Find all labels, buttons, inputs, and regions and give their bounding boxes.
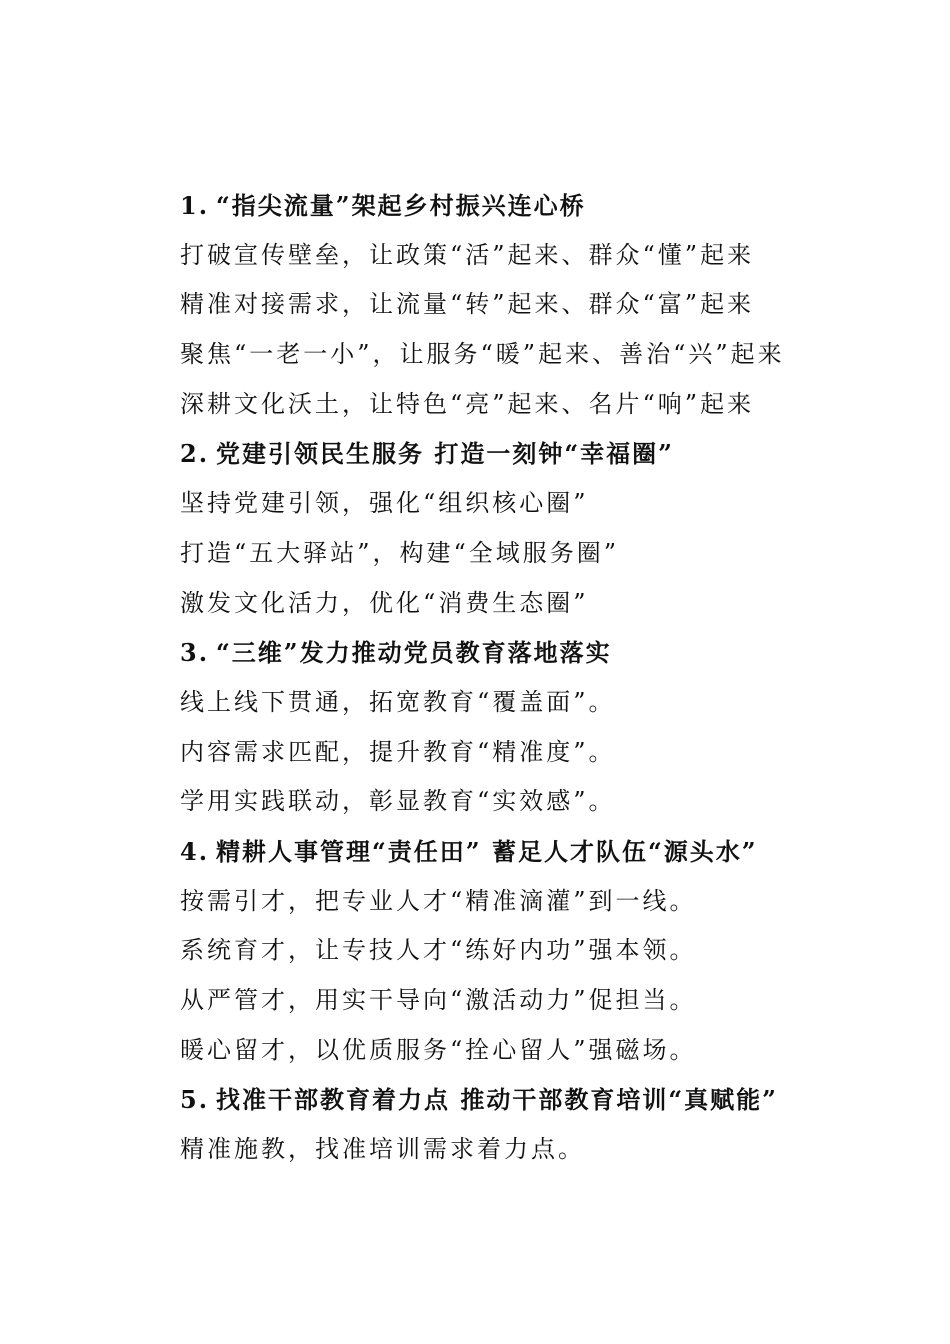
section-title: “三维”发力推动党员教育落地落实 bbox=[216, 638, 612, 668]
section-heading-4 bbox=[180, 827, 880, 877]
section-item: 坚持党建引领，强化“组织核心圈” bbox=[180, 489, 589, 518]
section-item: 按需引才，把专业人才“精准滴灌”到一线。 bbox=[180, 886, 697, 915]
section-item: 打造“五大驿站”，构建“全域服务圈” bbox=[180, 538, 620, 567]
section-number: 4. bbox=[180, 836, 210, 866]
section-item: 内容需求匹配，提升教育“精准度”。 bbox=[180, 737, 616, 766]
section-number: 1. bbox=[180, 191, 210, 220]
section-item: 线上线下贯通，拓宽教育“覆盖面”。 bbox=[180, 687, 616, 716]
section-item: 精准对接需求，让流量“转”起来、群众“富”起来 bbox=[180, 290, 755, 319]
section-item: 深耕文化沃土，让特色“亮”起来、名片“响”起来 bbox=[180, 389, 755, 418]
section-heading-1 bbox=[180, 181, 880, 231]
section-number: 5. bbox=[180, 1085, 210, 1115]
section-title: 找准干部教育着力点 推动干部教育培训“真赋能” bbox=[216, 1085, 778, 1115]
section-item: 学用实践联动，彰显教育“实效感”。 bbox=[180, 787, 616, 816]
section-title: 党建引领民生服务 打造一刻钟“幸福圈” bbox=[216, 439, 674, 469]
section-item: 激发文化活力，优化“消费生态圈” bbox=[180, 588, 589, 617]
document-body bbox=[180, 181, 880, 1175]
section-item: 从严管才，用实干导向“激活动力”促担当。 bbox=[180, 986, 697, 1014]
section-heading-5 bbox=[180, 1075, 880, 1125]
section-item: 暖心留才，以优质服务“拴心留人”强磁场。 bbox=[180, 1035, 697, 1064]
section-item: 聚焦“一老一小”，让服务“暖”起来、善治“兴”起来 bbox=[180, 340, 785, 369]
section-heading-2 bbox=[180, 429, 880, 479]
section-item: 系统育才，让专技人才“练好内功”强本领。 bbox=[180, 936, 697, 965]
section-heading-3 bbox=[180, 628, 880, 678]
section-item: 精准施教，找准培训需求着力点。 bbox=[180, 1135, 585, 1164]
section-number: 3. bbox=[180, 638, 210, 668]
section-number: 2. bbox=[180, 439, 210, 469]
section-item: 打破宣传壁垒，让政策“活”起来、群众“懂”起来 bbox=[180, 240, 755, 269]
section-title: 精耕人事管理“责任田” 蓄足人才队伍“源头水” bbox=[216, 836, 758, 866]
section-title: “指尖流量”架起乡村振兴连心桥 bbox=[216, 191, 586, 220]
